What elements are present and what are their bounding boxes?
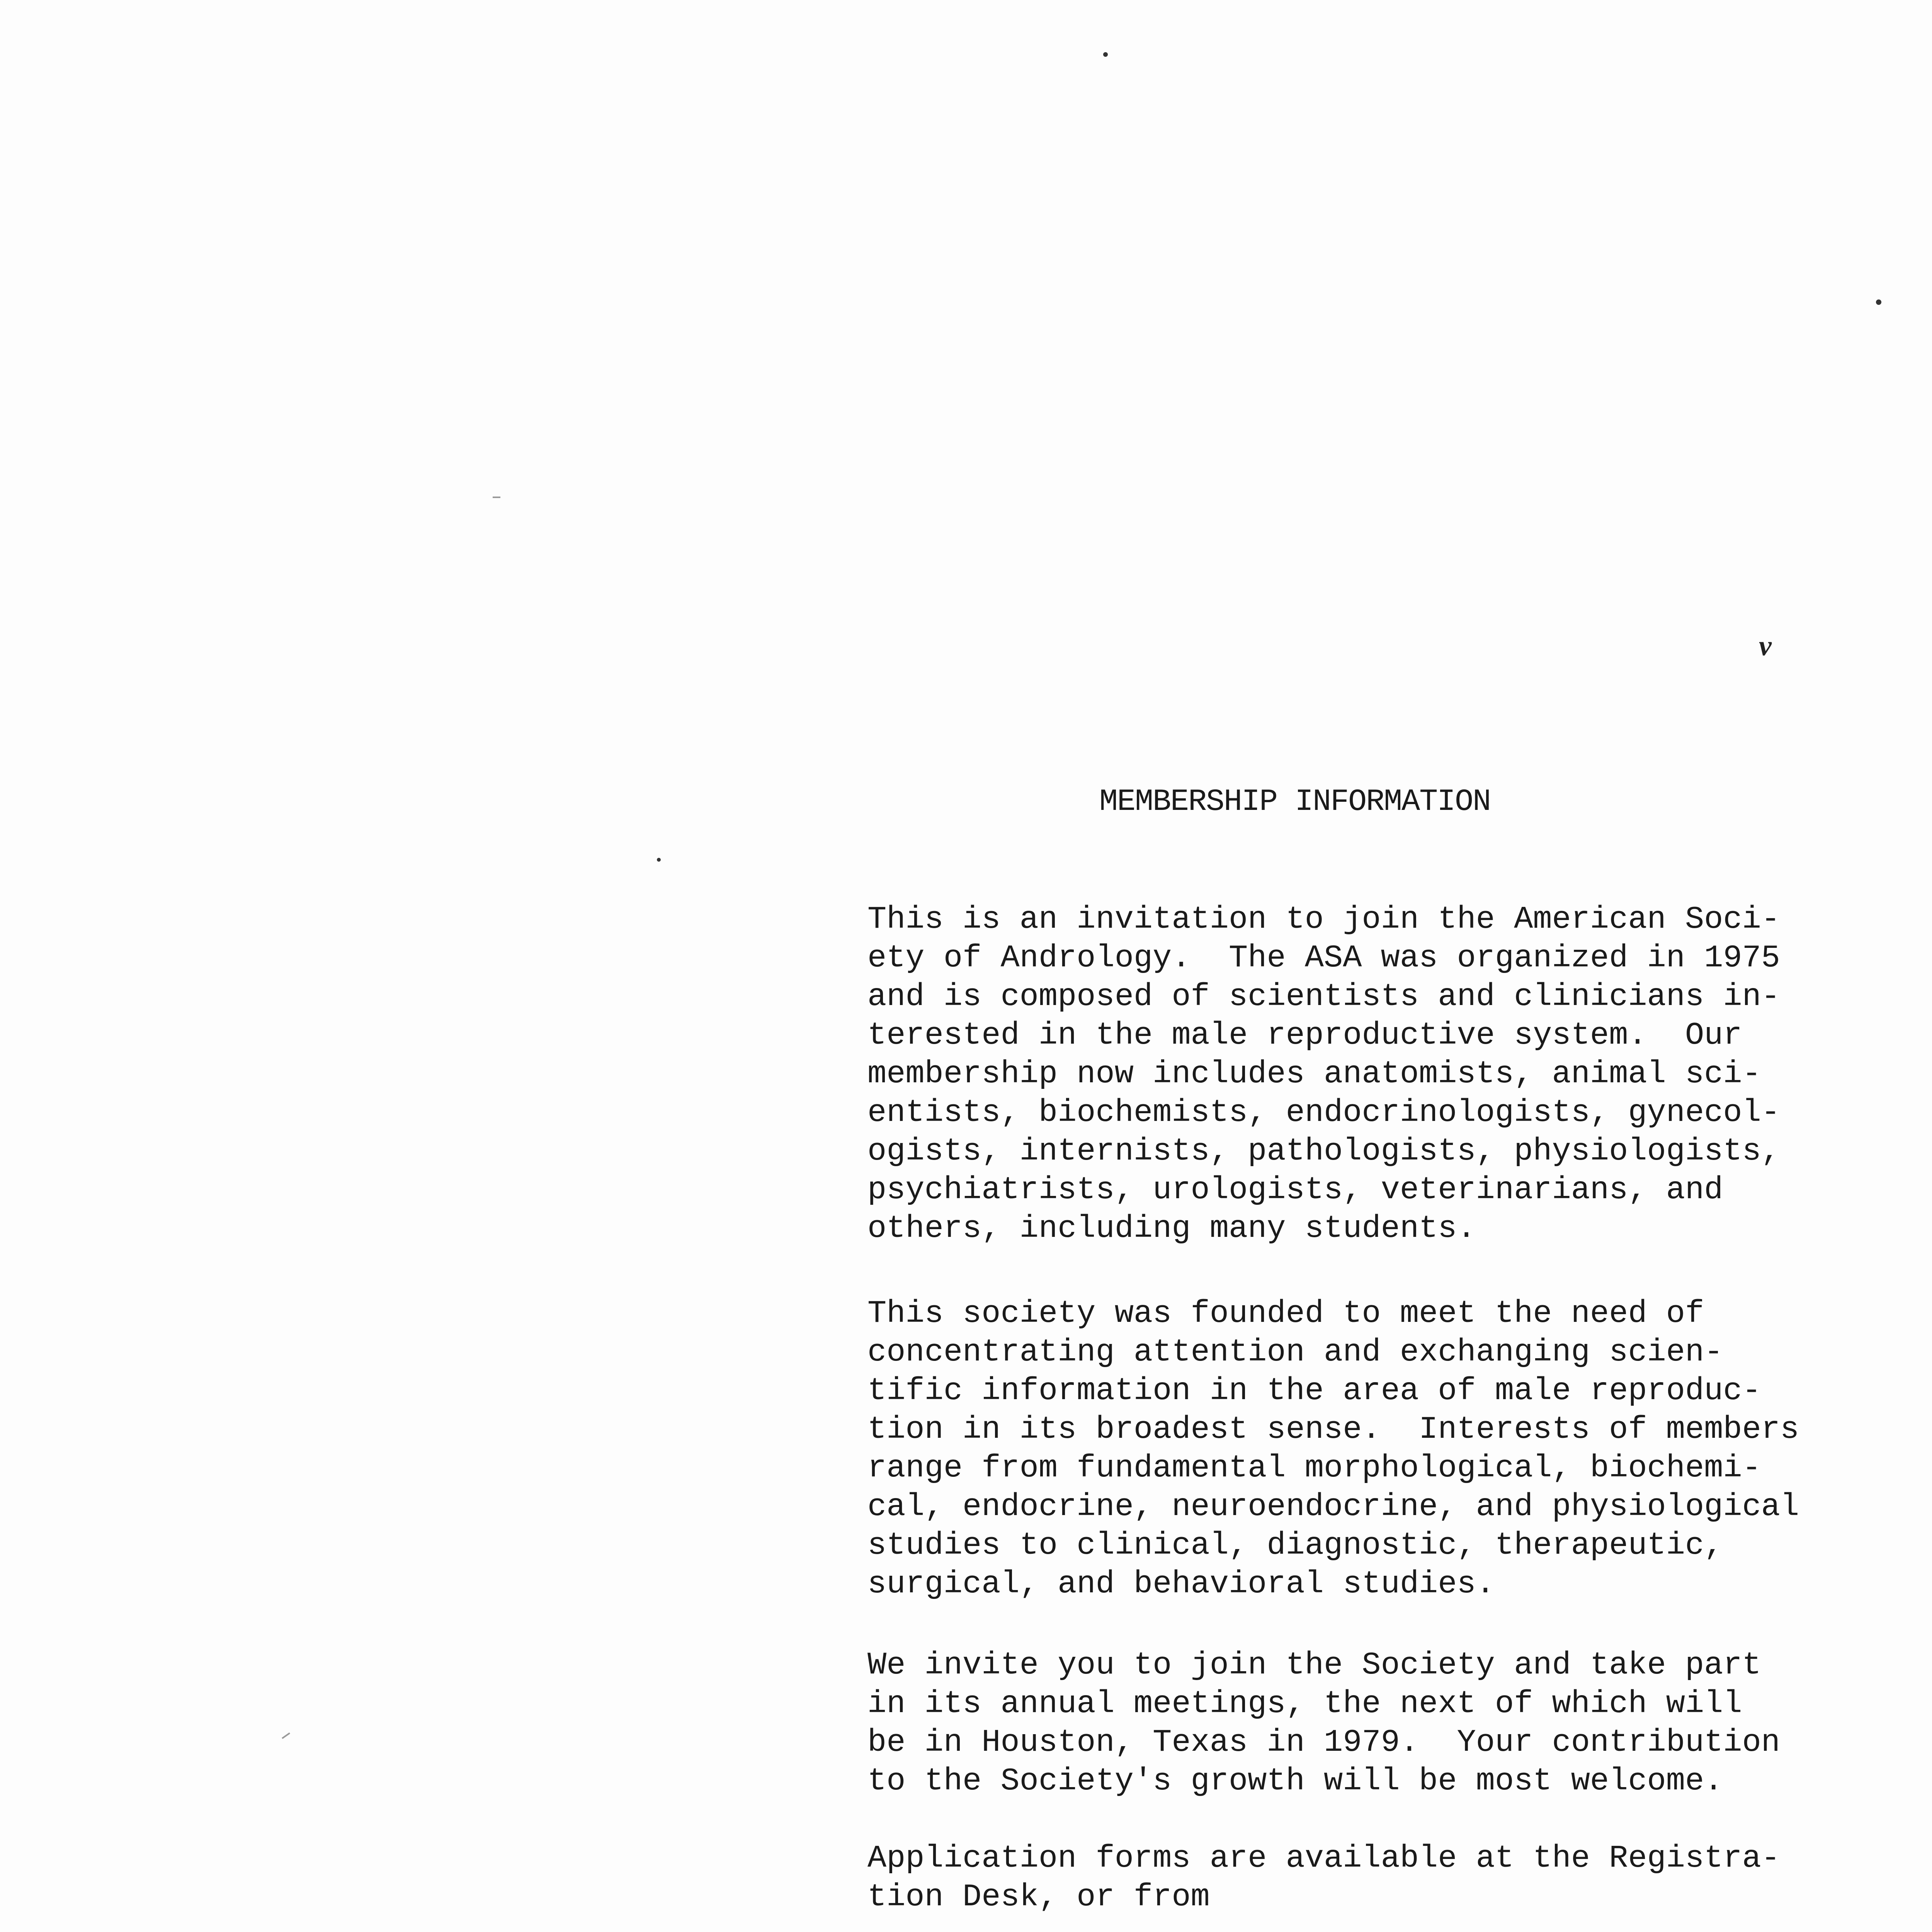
- page-number: v: [1759, 630, 1772, 662]
- paragraph-application: [867, 1839, 1833, 1917]
- text-line: studies to clinical, diagnostic, therapeutic,: [867, 1527, 1723, 1563]
- scan-speck: [1876, 299, 1881, 305]
- paragraph-invitation: [867, 900, 1833, 1248]
- text-line: tion in its broadest sense. Interests of members: [867, 1412, 1799, 1447]
- text-line: tion Desk, or from: [867, 1879, 1210, 1915]
- text-line: concentrating attention and exchanging scien-: [867, 1334, 1723, 1370]
- text-line: range from fundamental morphological, biochemi-: [867, 1450, 1761, 1486]
- text-line: membership now includes anatomists, animal sci-: [867, 1056, 1761, 1092]
- paragraph-purpose: [867, 1294, 1833, 1604]
- scan-speck: [1103, 52, 1108, 57]
- text-line: Application forms are available at the Registra-: [867, 1840, 1780, 1876]
- text-line: terested in the male reproductive system. Our: [867, 1017, 1742, 1053]
- text-line: to the Society's growth will be most welcome.: [867, 1763, 1723, 1799]
- text-line: This society was founded to meet the need of: [867, 1296, 1704, 1332]
- text-line: ety of Andrology. The ASA was organized in 1975: [867, 940, 1780, 976]
- text-line: ogists, internists, pathologists, physiologists,: [867, 1133, 1780, 1169]
- paragraph-meetings: [867, 1646, 1833, 1801]
- text-line: in its annual meetings, the next of which will: [867, 1686, 1742, 1722]
- text-line: surgical, and behavioral studies.: [867, 1566, 1495, 1602]
- text-line: be in Houston, Texas in 1979. Your contribution: [867, 1725, 1780, 1760]
- text-line: psychiatrists, urologists, veterinarians, and: [867, 1172, 1723, 1208]
- text-line: cal, endocrine, neuroendocrine, and physiological: [867, 1489, 1799, 1525]
- scan-speck: [657, 858, 661, 862]
- text-line: and is composed of scientists and clinicians in-: [867, 979, 1780, 1015]
- text-line: tific information in the area of male reproduc-: [867, 1373, 1761, 1409]
- text-line: This is an invitation to join the American Soci-: [867, 901, 1780, 937]
- scan-mark: [282, 1732, 290, 1739]
- text-line: We invite you to join the Society and take part: [867, 1647, 1761, 1683]
- scan-mark: [493, 497, 500, 498]
- page-title: MEMBERSHIP INFORMATION: [1099, 784, 1491, 820]
- text-line: entists, biochemists, endocrinologists, gynecol-: [867, 1095, 1780, 1131]
- text-line: others, including many students.: [867, 1211, 1476, 1247]
